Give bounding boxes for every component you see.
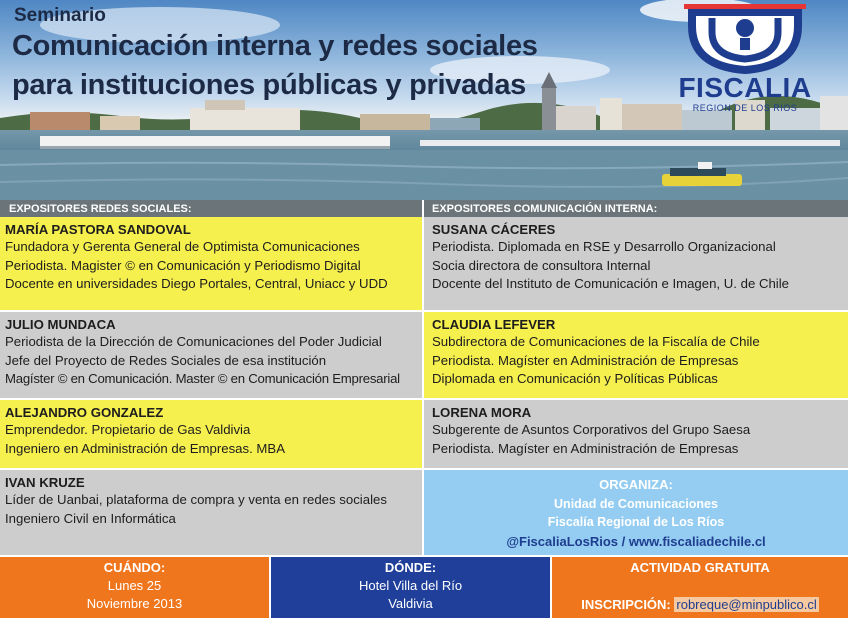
organizer-label: ORGANIZA: — [599, 477, 673, 492]
link-separator: / — [621, 533, 626, 549]
fiscalia-logo — [660, 4, 830, 114]
speaker-detail: Socia directora de consultora Internal — [432, 257, 651, 273]
speaker-name: IVAN KRUZE — [5, 475, 85, 490]
organizer-links — [429, 532, 843, 552]
twitter-link[interactable]: @FiscaliaLosRios — [506, 533, 618, 549]
speaker-detail: Periodista. Magíster en Administración de Empresas — [432, 440, 739, 456]
speaker-card — [424, 217, 848, 310]
organizer-card — [424, 470, 848, 555]
speaker-detail: Periodista. Diplomada en RSE y Desarrollo Organizacional — [432, 239, 776, 254]
speaker-detail: Jefe del Proyecto de Redes Sociales de esa institución — [5, 352, 327, 368]
speaker-detail: Docente en universidades Diego Portales, Central, Uniacc y UDD — [5, 276, 388, 291]
speaker-card — [0, 312, 422, 398]
fiscalia-shield-icon — [660, 4, 830, 74]
speaker-name: MARÍA PASTORA SANDOVAL — [5, 222, 191, 237]
section-header-social-media: EXPOSITORES REDES SOCIALES: — [0, 200, 422, 217]
speaker-detail: Ingeniero en Administración de Empresas. MBA — [5, 440, 286, 456]
footer-activity — [552, 557, 848, 618]
seminar-label: Seminario — [14, 5, 106, 26]
speaker-detail: Periodista de la Dirección de Comunicaciones del Poder Judicial — [5, 334, 382, 349]
speaker-card — [0, 400, 422, 468]
logo-name: FISCALIA — [678, 72, 812, 103]
speaker-detail: Magíster © en Comunicación. Master © en Comunicación Empresarial — [5, 371, 400, 386]
banner-photo — [0, 0, 848, 200]
when-label: CUÁNDO: — [103, 560, 166, 575]
when-day: Lunes 25 — [107, 578, 162, 593]
where-place: Hotel Villa del Río — [358, 578, 463, 593]
speaker-detail: Periodista. Magíster en Administración de Empresas — [432, 352, 739, 368]
title-line-2: para instituciones públicas y privadas — [12, 69, 526, 101]
activity-label: ACTIVIDAD GRATUITA — [630, 560, 770, 575]
speaker-detail: Líder de Uanbai, plataforma de compra y venta en redes sociales — [5, 492, 387, 507]
speaker-card — [424, 400, 848, 468]
speaker-card — [0, 470, 422, 555]
inscription-line — [552, 596, 848, 614]
speaker-detail: Subgerente de Asuntos Corporativos del Grupo Saesa — [432, 422, 751, 437]
speaker-name: CLAUDIA LEFEVER — [432, 317, 556, 332]
speaker-name: LORENA MORA — [432, 405, 532, 420]
inscription-label: INSCRIPCIÓN: — [581, 597, 671, 612]
title-line-1: Comunicación interna y redes sociales — [12, 30, 538, 62]
speaker-name: JULIO MUNDACA — [5, 317, 116, 332]
speaker-detail: Docente del Instituto de Comunicación e Imagen, U. de Chile — [432, 276, 789, 291]
speaker-card — [0, 217, 422, 310]
where-city: Valdivia — [388, 596, 433, 611]
speaker-detail: Diplomada en Comunicación y Políticas Públicas — [432, 371, 718, 386]
speaker-detail: Ingeniero Civil en Informática — [5, 510, 176, 526]
footer-when — [0, 557, 269, 618]
speaker-name: SUSANA CÁCERES — [432, 222, 556, 237]
website-link[interactable]: www.fiscaliadechile.cl — [628, 533, 766, 549]
speaker-name: ALEJANDRO GONZALEZ — [5, 405, 164, 420]
speaker-detail: Subdirectora de Comunicaciones de la Fiscalía de Chile — [432, 334, 760, 349]
inscription-email-link[interactable]: robreque@minpublico.cl — [676, 597, 817, 612]
when-date: Noviembre 2013 — [86, 596, 183, 611]
logo-subtitle: REGION DE LOS RIOS — [692, 103, 798, 113]
where-label: DÓNDE: — [384, 560, 437, 575]
organizer-unit: Unidad de Comunicaciones — [554, 496, 718, 511]
speaker-detail: Fundadora y Gerenta General de Optimista Comunicaciones — [5, 239, 360, 254]
footer-where — [271, 557, 550, 618]
speaker-detail: Periodista. Magister © en Comunicación y Periodismo Digital — [5, 257, 361, 273]
speaker-detail: Emprendedor. Propietario de Gas Valdivia — [5, 422, 251, 437]
speaker-card — [424, 312, 848, 398]
organizer-office: Fiscalía Regional de Los Ríos — [547, 515, 725, 529]
section-header-internal-communication: EXPOSITORES COMUNICACIÓN INTERNA: — [424, 200, 848, 217]
